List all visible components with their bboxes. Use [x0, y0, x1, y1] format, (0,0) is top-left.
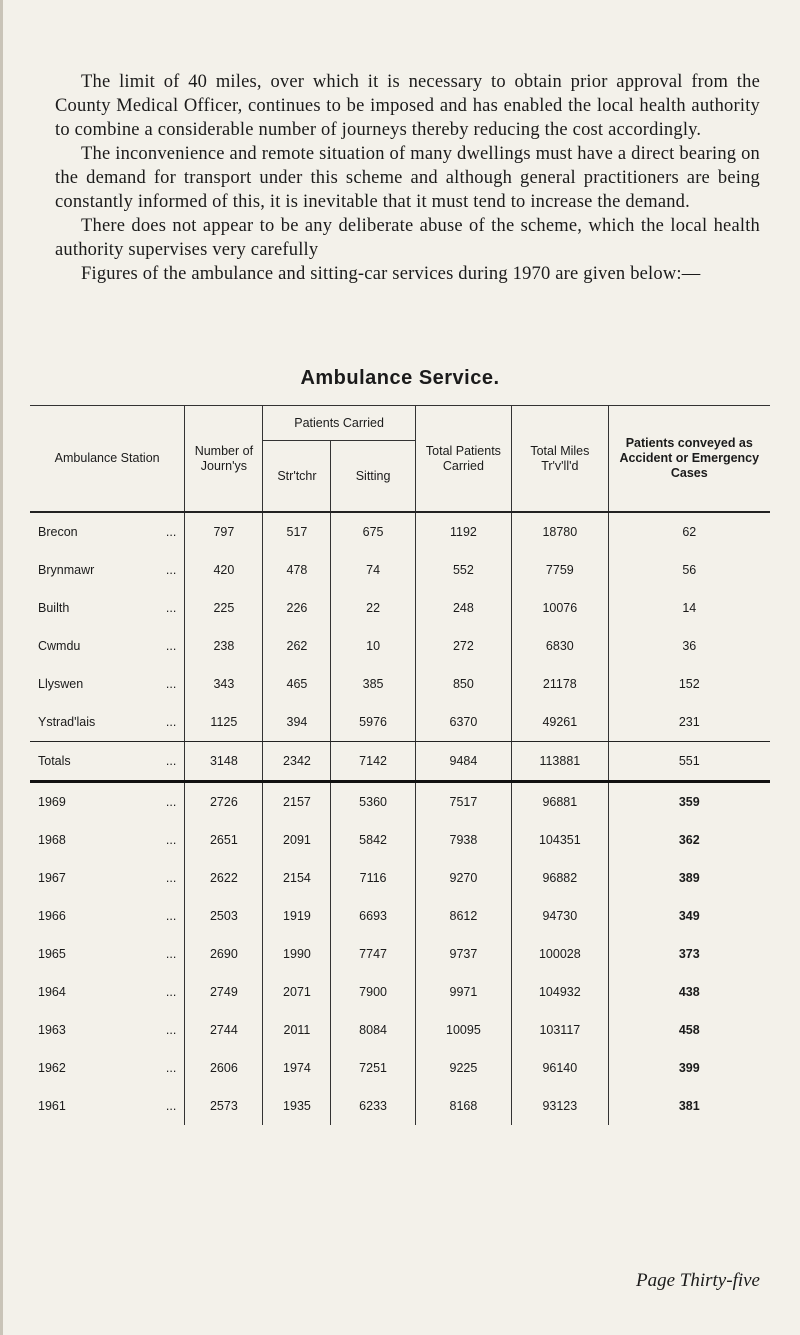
body-text — [55, 70, 760, 286]
cell-miles: 6830 — [512, 627, 608, 665]
cell-stretcher: 1919 — [263, 897, 331, 935]
year-row — [30, 1049, 770, 1087]
cell-miles: 94730 — [512, 897, 608, 935]
row-label-text: 1961 — [38, 1099, 66, 1113]
cell-miles: 113881 — [512, 742, 608, 782]
table-heading: Ambulance Service. — [300, 367, 500, 389]
cell-total: 9737 — [415, 935, 511, 973]
cell-emergency: 381 — [608, 1087, 770, 1125]
row-label — [30, 1087, 185, 1125]
cell-journeys: 343 — [185, 665, 263, 703]
row-label — [30, 703, 185, 742]
cell-sitting: 385 — [331, 665, 415, 703]
row-label-text: Builth — [38, 601, 70, 615]
row-label — [30, 665, 185, 703]
cell-total: 9270 — [415, 859, 511, 897]
year-row — [30, 859, 770, 897]
cell-stretcher: 1974 — [263, 1049, 331, 1087]
cell-sitting: 22 — [331, 589, 415, 627]
row-label-text: 1967 — [38, 871, 66, 885]
row-label — [30, 821, 185, 859]
cell-sitting: 5842 — [331, 821, 415, 859]
row-label-text: Brynmawr — [38, 563, 95, 577]
cell-journeys: 2690 — [185, 935, 263, 973]
cell-sitting: 10 — [331, 627, 415, 665]
ambulance-service-table — [30, 405, 770, 1125]
row-label-text: 1962 — [38, 1061, 66, 1075]
cell-sitting: 7142 — [331, 742, 415, 782]
cell-sitting: 7116 — [331, 859, 415, 897]
cell-sitting: 6233 — [331, 1087, 415, 1125]
cell-total: 552 — [415, 551, 511, 589]
paragraph-figures-intro: Figures of the ambulance and sitting-car services during 1970 are given below:— — [81, 264, 701, 284]
cell-stretcher: 226 — [263, 589, 331, 627]
cell-journeys: 2573 — [185, 1087, 263, 1125]
cell-journeys: 3148 — [185, 742, 263, 782]
row-label — [30, 589, 185, 627]
cell-sitting: 7747 — [331, 935, 415, 973]
station-row — [30, 703, 770, 742]
cell-emergency: 14 — [608, 589, 770, 627]
row-label — [30, 935, 185, 973]
cell-stretcher: 2071 — [263, 973, 331, 1011]
totals-row — [30, 742, 770, 782]
year-row — [30, 1087, 770, 1125]
cell-stretcher: 465 — [263, 665, 331, 703]
year-row — [30, 935, 770, 973]
leader-dots: ... — [165, 1023, 177, 1037]
cell-total: 6370 — [415, 703, 511, 742]
row-label — [30, 512, 185, 551]
header-total-patients: Total Patients Carried — [415, 406, 511, 513]
cell-miles: 96140 — [512, 1049, 608, 1087]
paragraph-approval-limit: The limit of 40 miles, over which it is necessary to obtain prior approval from the County Medical Officer, continues to be imposed and has enabled the local health authority to combine a considerable number of journeys thereby reducing the cost accordingly. — [55, 72, 760, 140]
cell-emergency: 359 — [608, 782, 770, 822]
header-sitting: Sitting — [331, 441, 415, 513]
leader-dots: ... — [165, 715, 177, 729]
leader-dots: ... — [165, 985, 177, 999]
cell-emergency: 362 — [608, 821, 770, 859]
cell-stretcher: 2342 — [263, 742, 331, 782]
table-body — [30, 512, 770, 1125]
cell-stretcher: 2011 — [263, 1011, 331, 1049]
page-edge — [0, 0, 3, 1335]
row-label-text: 1969 — [38, 795, 66, 809]
row-label-text: Totals — [38, 754, 71, 768]
station-row — [30, 589, 770, 627]
cell-journeys: 2749 — [185, 973, 263, 1011]
cell-total: 7938 — [415, 821, 511, 859]
cell-sitting: 7251 — [331, 1049, 415, 1087]
cell-journeys: 238 — [185, 627, 263, 665]
year-row — [30, 897, 770, 935]
cell-sitting: 8084 — [331, 1011, 415, 1049]
cell-stretcher: 2154 — [263, 859, 331, 897]
cell-stretcher: 2157 — [263, 782, 331, 822]
year-row — [30, 1011, 770, 1049]
row-label-text: 1966 — [38, 909, 66, 923]
row-label-text: Brecon — [38, 525, 78, 539]
cell-journeys: 2744 — [185, 1011, 263, 1049]
cell-stretcher: 1935 — [263, 1087, 331, 1125]
leader-dots: ... — [165, 947, 177, 961]
station-row — [30, 551, 770, 589]
cell-miles: 100028 — [512, 935, 608, 973]
header-total-miles: Total Miles Tr'v'll'd — [512, 406, 608, 513]
cell-journeys: 2726 — [185, 782, 263, 822]
leader-dots: ... — [165, 909, 177, 923]
row-label-text: 1968 — [38, 833, 66, 847]
cell-miles: 96882 — [512, 859, 608, 897]
row-label — [30, 782, 185, 822]
cell-miles: 10076 — [512, 589, 608, 627]
header-station: Ambulance Station — [54, 451, 160, 465]
cell-miles: 7759 — [512, 551, 608, 589]
station-row — [30, 665, 770, 703]
row-label — [30, 1011, 185, 1049]
leader-dots: ... — [165, 754, 177, 768]
cell-total: 10095 — [415, 1011, 511, 1049]
row-label-text: 1963 — [38, 1023, 66, 1037]
cell-journeys: 225 — [185, 589, 263, 627]
cell-emergency: 56 — [608, 551, 770, 589]
cell-journeys: 2622 — [185, 859, 263, 897]
cell-emergency: 36 — [608, 627, 770, 665]
row-label — [30, 627, 185, 665]
cell-stretcher: 478 — [263, 551, 331, 589]
row-label-text: 1964 — [38, 985, 66, 999]
station-row — [30, 512, 770, 551]
cell-sitting: 5976 — [331, 703, 415, 742]
cell-emergency: 551 — [608, 742, 770, 782]
cell-journeys: 1125 — [185, 703, 263, 742]
row-label-text: Llyswen — [38, 677, 84, 691]
row-label-text: Cwmdu — [38, 639, 81, 653]
header-patients-carried: Patients Carried — [263, 406, 415, 441]
station-row — [30, 627, 770, 665]
cell-emergency: 373 — [608, 935, 770, 973]
cell-stretcher: 394 — [263, 703, 331, 742]
cell-sitting: 6693 — [331, 897, 415, 935]
cell-miles: 103117 — [512, 1011, 608, 1049]
cell-journeys: 420 — [185, 551, 263, 589]
cell-emergency: 62 — [608, 512, 770, 551]
cell-sitting: 675 — [331, 512, 415, 551]
cell-sitting: 74 — [331, 551, 415, 589]
cell-stretcher: 262 — [263, 627, 331, 665]
cell-total: 7517 — [415, 782, 511, 822]
cell-stretcher: 1990 — [263, 935, 331, 973]
row-label — [30, 897, 185, 935]
cell-emergency: 231 — [608, 703, 770, 742]
row-label — [30, 973, 185, 1011]
cell-total: 9971 — [415, 973, 511, 1011]
row-label — [30, 859, 185, 897]
header-journeys: Number of Journ'ys — [185, 406, 263, 513]
year-row — [30, 821, 770, 859]
leader-dots: ... — [165, 833, 177, 847]
row-label-text: Ystrad'lais — [38, 715, 96, 729]
cell-miles: 104351 — [512, 821, 608, 859]
cell-total: 850 — [415, 665, 511, 703]
leader-dots: ... — [165, 525, 177, 539]
leader-dots: ... — [165, 601, 177, 615]
header-emergency: Patients conveyed as Accident or Emergency Cases — [608, 406, 770, 513]
cell-total: 9225 — [415, 1049, 511, 1087]
cell-emergency: 438 — [608, 973, 770, 1011]
cell-total: 9484 — [415, 742, 511, 782]
cell-journeys: 797 — [185, 512, 263, 551]
header-stretcher: Str'tchr — [263, 441, 331, 513]
leader-dots: ... — [165, 639, 177, 653]
year-row — [30, 782, 770, 822]
cell-miles: 104932 — [512, 973, 608, 1011]
cell-total: 8168 — [415, 1087, 511, 1125]
cell-journeys: 2606 — [185, 1049, 263, 1087]
paragraph-remote-dwellings: The inconvenience and remote situation of many dwellings must have a direct bearing on the demand for transport under this scheme and although general practitioners are being constantly informed of this, it is inevitable that it must tend to increase the demand. — [55, 144, 760, 212]
row-label — [30, 551, 185, 589]
row-label — [30, 742, 185, 782]
cell-journeys: 2503 — [185, 897, 263, 935]
leader-dots: ... — [165, 1099, 177, 1113]
cell-miles: 49261 — [512, 703, 608, 742]
cell-sitting: 7900 — [331, 973, 415, 1011]
cell-sitting: 5360 — [331, 782, 415, 822]
page-number: Page Thirty-five — [636, 1270, 760, 1291]
row-label-text: 1965 — [38, 947, 66, 961]
cell-miles: 96881 — [512, 782, 608, 822]
cell-miles: 18780 — [512, 512, 608, 551]
cell-total: 8612 — [415, 897, 511, 935]
cell-stretcher: 517 — [263, 512, 331, 551]
leader-dots: ... — [165, 1061, 177, 1075]
cell-total: 272 — [415, 627, 511, 665]
cell-stretcher: 2091 — [263, 821, 331, 859]
cell-emergency: 389 — [608, 859, 770, 897]
cell-emergency: 399 — [608, 1049, 770, 1087]
paragraph-no-abuse: There does not appear to be any deliberate abuse of the scheme, which the local health authority supervises very carefully — [55, 216, 760, 260]
cell-miles: 21178 — [512, 665, 608, 703]
cell-emergency: 458 — [608, 1011, 770, 1049]
cell-miles: 93123 — [512, 1087, 608, 1125]
row-label — [30, 1049, 185, 1087]
leader-dots: ... — [165, 871, 177, 885]
cell-emergency: 349 — [608, 897, 770, 935]
cell-journeys: 2651 — [185, 821, 263, 859]
cell-total: 248 — [415, 589, 511, 627]
year-row — [30, 973, 770, 1011]
cell-emergency: 152 — [608, 665, 770, 703]
cell-total: 1192 — [415, 512, 511, 551]
leader-dots: ... — [165, 563, 177, 577]
leader-dots: ... — [165, 795, 177, 809]
leader-dots: ... — [165, 677, 177, 691]
